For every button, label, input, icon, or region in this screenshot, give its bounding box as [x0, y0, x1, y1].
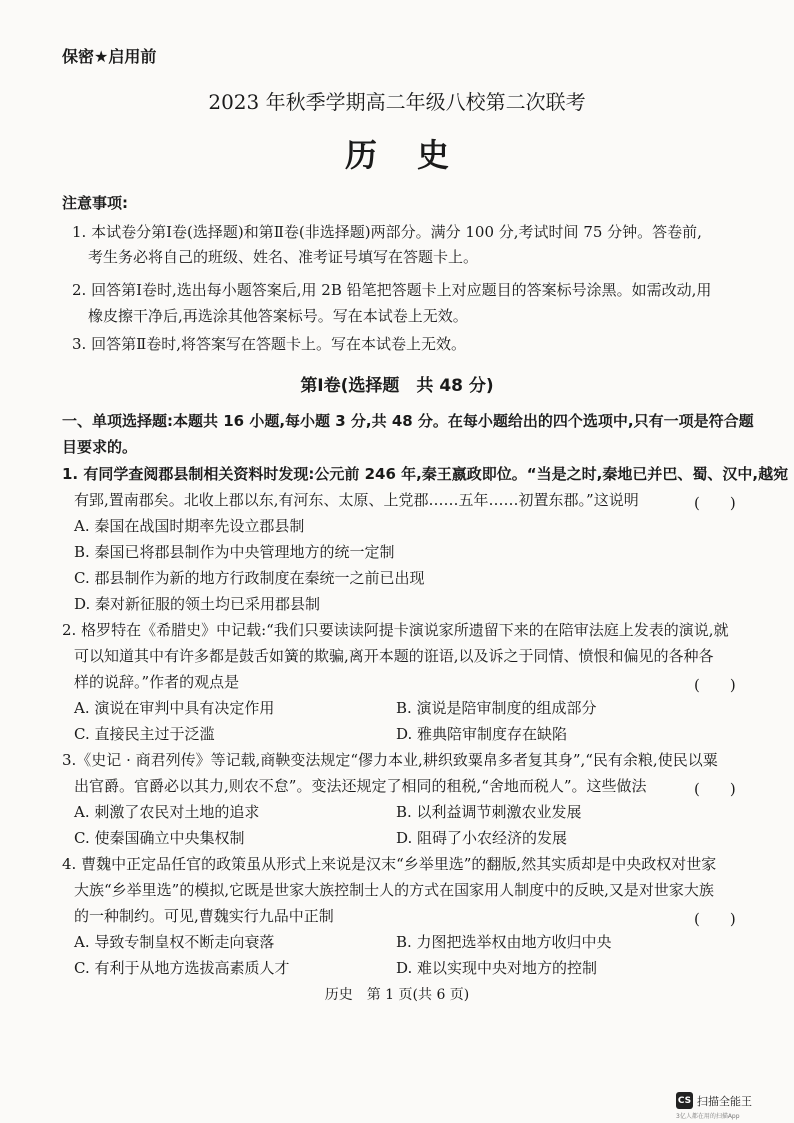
notes-line-2: 考生务必将自己的班级、姓名、准考证号填写在答题卡上。 [88, 248, 479, 266]
question-3-option-b: B. 以利益调节刺激农业发展 [396, 803, 582, 821]
question-2-option-c: C. 直接民主过于泛滥 [74, 725, 215, 743]
question-2-option-b: B. 演说是陪审制度的组成部分 [396, 699, 597, 717]
question-2-answer-paren: ( ) [694, 676, 736, 694]
question-3-answer-paren: ( ) [694, 780, 736, 798]
question-3-option-a: A. 刺激了农民对土地的追求 [74, 803, 260, 821]
question-3-line-2: 出官爵。官爵必以其力,则农不怠”。变法还规定了相同的租税,“舍地而税人”。这些做法 [74, 777, 647, 795]
question-4-option-a: A. 导致专制皇权不断走向衰落 [74, 933, 275, 951]
confidential-label: 保密★启用前 [62, 47, 157, 66]
question-4-answer-paren: ( ) [694, 910, 736, 928]
section-heading: 第Ⅰ卷(选择题 共 48 分) [300, 376, 494, 396]
question-2-line-2: 可以知道其中有许多都是鼓舌如簧的欺骗,离开本题的诳语,以及诉之于同情、愤恨和偏见的各种各 [74, 647, 714, 665]
camscanner-logo-icon: CS [676, 1092, 693, 1109]
question-4-line-2: 大族“乡举里选”的模拟,它既是世家大族控制士人的方式在国家用人制度中的反映,又是对世家大族 [74, 881, 714, 899]
notes-heading: 注意事项: [62, 194, 128, 212]
question-4-option-c: C. 有利于从地方选拔高素质人才 [74, 959, 290, 977]
question-1-line-2: 有郢,置南郡矣。北收上郡以东,有河东、太原、上党郡……五年……初置东郡。”这说明 [74, 491, 639, 509]
question-2-line-3: 样的说辞。”作者的观点是 [74, 673, 240, 691]
question-1-line-1: 1. 有同学查阅郡县制相关资料时发现:公元前 246 年,秦王嬴政即位。“当是之时,秦地已并巴、蜀、汉中,越宛 [62, 465, 789, 483]
page-footer: 历史 第 1 页(共 6 页) [324, 987, 470, 1003]
question-2-option-d: D. 雅典陪审制度存在缺陷 [396, 725, 568, 743]
scanner-app-name: 扫描全能王 [697, 1094, 752, 1108]
question-3-option-d: D. 阻碍了小农经济的发展 [396, 829, 568, 847]
question-4-option-d: D. 难以实现中央对地方的控制 [396, 959, 598, 977]
question-2-option-a: A. 演说在审判中具有决定作用 [74, 699, 275, 717]
section-instruction-2: 目要求的。 [62, 438, 138, 456]
question-3-line-1: 3.《史记 · 商君列传》等记载,商鞅变法规定“僇力本业,耕织致粟帛多者复其身”,“民有余粮,使民以粟 [62, 751, 718, 769]
question-1-answer-paren: ( ) [694, 494, 736, 512]
exam-title: 2023 年秋季学期高二年级八校第二次联考 [208, 90, 586, 114]
question-4-line-3: 的一种制约。可见,曹魏实行九品中正制 [74, 907, 334, 925]
scanner-watermark [676, 1092, 752, 1109]
question-4-option-b: B. 力图把选举权由地方收归中央 [396, 933, 612, 951]
subject-title: 历史 [344, 136, 489, 174]
question-1-option-c: C. 郡县制作为新的地方行政制度在秦统一之前已出现 [74, 569, 425, 587]
question-1-option-a: A. 秦国在战国时期率先设立郡县制 [74, 517, 305, 535]
scanner-tagline: 3亿人都在用的扫描App [676, 1113, 740, 1120]
notes-line-1: 1. 本试卷分第Ⅰ卷(选择题)和第Ⅱ卷(非选择题)两部分。满分 100 分,考试时间 75 分钟。答卷前, [72, 223, 702, 241]
question-2-line-1: 2. 格罗特在《希腊史》中记载:“我们只要读读阿提卡演说家所遗留下来的在陪审法庭上发表的演说,就 [62, 621, 729, 639]
question-4-line-1: 4. 曹魏中正定品任官的政策虽从形式上来说是汉末“乡举里选”的翻版,然其实质却是中央政权对世家 [62, 855, 717, 873]
question-3-option-c: C. 使秦国确立中央集权制 [74, 829, 245, 847]
section-instruction-1: 一、单项选择题:本题共 16 小题,每小题 3 分,共 48 分。在每小题给出的四个选项中,只有一项是符合题 [62, 412, 754, 430]
notes-line-5: 3. 回答第Ⅱ卷时,将答案写在答题卡上。写在本试卷上无效。 [72, 335, 467, 353]
question-1-option-b: B. 秦国已将郡县制作为中央管理地方的统一定制 [74, 543, 395, 561]
question-1-option-d: D. 秦对新征服的领土均已采用郡县制 [74, 595, 321, 613]
notes-line-4: 橡皮擦干净后,再选涂其他答案标号。写在本试卷上无效。 [88, 307, 468, 325]
notes-line-3: 2. 回答第Ⅰ卷时,选出每小题答案后,用 2B 铅笔把答题卡上对应题目的答案标号涂黑。如需改动,用 [72, 281, 712, 299]
